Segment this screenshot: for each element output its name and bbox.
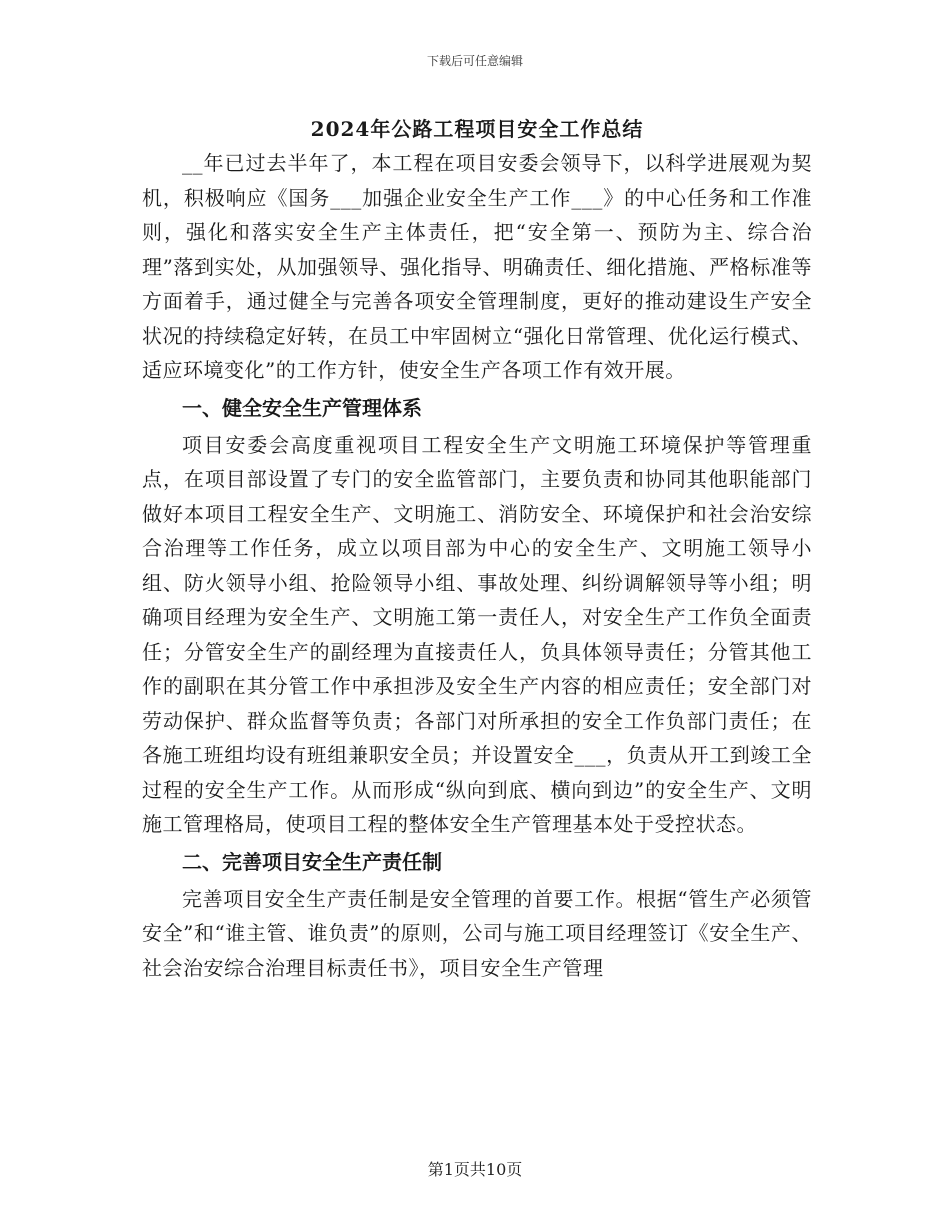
section-1-heading: 一、健全安全生产管理体系: [182, 395, 422, 420]
section-1-paragraph: 项目安委会高度重视项目工程安全生产文明施工环境保护等管理重点，在项目部设置了专门的安全监管部门，主要负责和协同其他职能部门做好本项目工程安全生产、文明施工、消防安全、环境保护和社会治安综合治理等工作任务，成立以项目部为中心的安全生产、文明施工领导小组、防火领导小组、抢险领导小组、事故处理、纠纷调解领导等小组；明确项目经理为安全生产、文明施工第一责任人，对安全生产工作负全面责任；分管安全生产的副经理为直接责任人，负具体领导责任；分管其他工作的副职在其分管工作中承担涉及安全生产内容的相应责任；安全部门对劳动保护、群众监督等负责；各部门对所承担的安全工作负部门责任；在各施工班组均设有班组兼职安全员；并设置安全___，负责从开工到竣工全过程的安全生产工作。从而形成“纵向到底、横向到边”的安全生产、文明施工管理格局，使项目工程的整体安全生产管理基本处于受控状态。: [142, 432, 812, 836]
page-footer: 第1页共10页: [427, 1160, 523, 1179]
page-header: 下载后可任意编辑: [426, 54, 523, 68]
document-title: 2024年公路工程项目安全工作总结: [310, 117, 644, 141]
intro-paragraph: __年已过去半年了，本工程在项目安委会领导下，以科学进展观为契机，积极响应《国务___加强企业安全生产工作___》的中心任务和工作准则，强化和落实安全生产主体责任，把“安全第一、预防为主、综合治理”落到实处，从加强领导、强化指导、明确责任、细化措施、严格标准等方面着手，通过健全与完善各项安全管理制度，更好的推动建设生产安全状况的持续稳定好转，在员工中牢固树立“强化日常管理、优化运行模式、适应环境变化”的工作方针，使安全生产各项工作有效开展。: [142, 151, 812, 382]
document-body: [142, 112, 812, 985]
section-2-heading: 二、完善项目安全生产责任制: [182, 849, 442, 874]
section-2-paragraph: 完善项目安全生产责任制是安全管理的首要工作。根据“管生产必须管安全”和“谁主管、谁负责”的原则，公司与施工项目经理签订《安全生产、社会治安综合治理目标责任书》，项目安全生产管理: [142, 886, 812, 980]
